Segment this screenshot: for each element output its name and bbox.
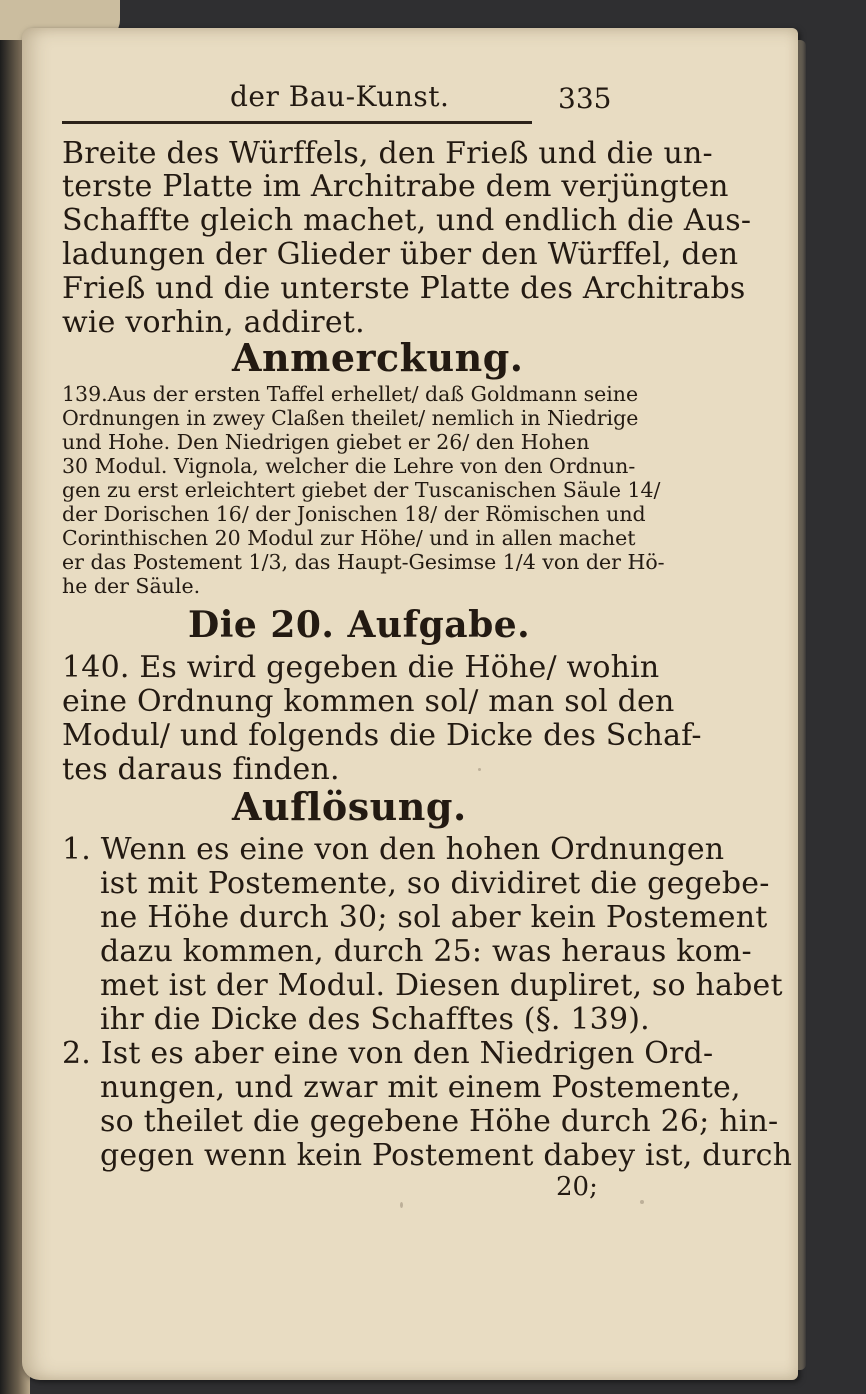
solution-line: met ist der Modul. Diesen dupliret, so habet — [100, 968, 783, 1003]
note-line: 30 Modul. Vignola, welcher die Lehre von den Ordnun- — [62, 454, 636, 478]
body-line: terste Platte im Architrabe dem verjüngten — [62, 169, 729, 204]
note-line: 139.Aus der ersten Taffel erhellet/ daß Goldmann seine — [62, 382, 639, 406]
heading-aufloesung: Auflösung. — [232, 784, 467, 829]
solution-line: ihr die Dicke des Schafftes (§. 139). — [100, 1002, 650, 1037]
solution-line: ne Höhe durch 30; sol aber kein Postement — [100, 900, 768, 935]
running-title: der Bau-Kunst. — [230, 80, 450, 113]
body-line: Schaffte gleich machet, und endlich die Aus- — [62, 203, 752, 238]
solution-line: nungen, und zwar mit einem Postemente, — [100, 1070, 741, 1105]
solution-line: gegen wenn kein Postement dabey ist, durch — [100, 1138, 793, 1173]
solution-line: dazu kommen, durch 25: was heraus kom- — [100, 934, 752, 969]
page-edge — [798, 40, 806, 1370]
note-line: he der Säule. — [62, 574, 201, 598]
page-number: 335 — [558, 82, 612, 115]
note-line: er das Postement 1/3, das Haupt-Gesimse 1/4 von der Hö- — [62, 550, 665, 574]
solution-line: 1. Wenn es eine von den hohen Ordnungen — [62, 832, 725, 867]
solution-line: ist mit Postemente, so dividiret die gegebe- — [100, 866, 770, 901]
paper-speck — [478, 768, 481, 771]
paper-speck — [400, 1202, 403, 1208]
solution-line: so theilet die gegebene Höhe durch 26; hin- — [100, 1104, 779, 1139]
catchword: 20; — [556, 1172, 598, 1202]
heading-aufgabe: Die 20. Aufgabe. — [188, 604, 531, 646]
note-line: der Dorischen 16/ der Jonischen 18/ der Römischen und — [62, 502, 646, 526]
task-line: eine Ordnung kommen sol/ man sol den — [62, 684, 675, 719]
body-line: ladungen der Glieder über den Würffel, den — [62, 237, 739, 272]
solution-line: 2. Ist es aber eine von den Niedrigen Ord- — [62, 1036, 714, 1071]
heading-anmerckung: Anmerckung. — [232, 335, 524, 380]
note-line: Corinthischen 20 Modul zur Höhe/ und in allen machet — [62, 526, 636, 550]
header-rule — [62, 121, 532, 124]
paper-speck — [640, 1200, 644, 1204]
body-line: Frieß und die unterste Platte des Architrabs — [62, 271, 746, 306]
task-line: 140. Es wird gegeben die Höhe/ wohin — [62, 650, 660, 685]
task-line: tes daraus finden. — [62, 752, 340, 787]
body-line: Breite des Würffels, den Frieß und die un- — [62, 136, 713, 171]
note-line: und Hohe. Den Niedrigen giebet er 26/ den Hohen — [62, 430, 590, 454]
note-line: gen zu erst erleichtert giebet der Tuscanischen Säule 14/ — [62, 478, 661, 502]
task-line: Modul/ und folgends die Dicke des Schaf- — [62, 718, 702, 753]
body-line: wie vorhin, addiret. — [62, 305, 365, 340]
note-line: Ordnungen in zwey Claßen theilet/ nemlich in Niedrige — [62, 406, 639, 430]
